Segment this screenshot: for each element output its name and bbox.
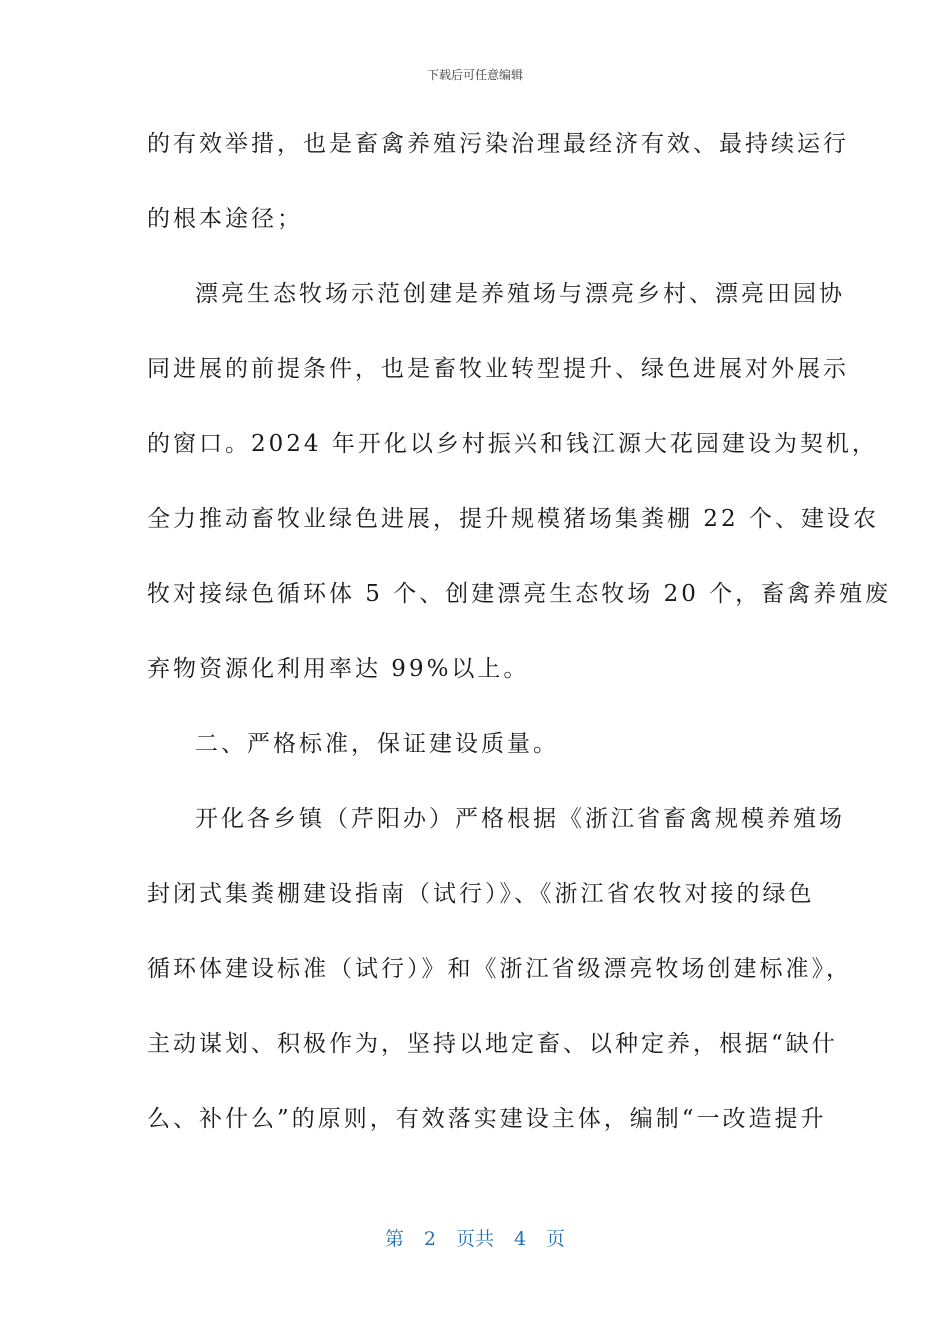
page-suffix: 页 (546, 1228, 566, 1250)
page-middle: 页共 (455, 1228, 494, 1250)
text-line: 全力推动畜牧业绿色进展，提升规模猪场集粪棚 22 个、建设农 (147, 506, 879, 532)
paragraph-start-line: 漂亮生态牧场示范创建是养殖场与漂亮乡村、漂亮田园协 (195, 281, 845, 307)
text-line: 的窗口。2024 年开化以乡村振兴和钱江源大花园建设为契机， (147, 431, 878, 457)
page-total: 4 (514, 1228, 527, 1250)
section-heading: 二、严格标准，保证建设质量。 (195, 731, 559, 757)
header-note: 下载后可任意编辑 (426, 68, 523, 82)
document-body (147, 122, 892, 1172)
text-line: 循环体建设标准（试行）》和《浙江省级漂亮牧场创建标准》， (147, 956, 852, 982)
page-prefix: 第 (384, 1228, 404, 1250)
text-line: 的根本途径； (147, 206, 303, 232)
text-line: 封闭式集粪棚建设指南（试行）》、《浙江省农牧对接的绿色 (147, 881, 815, 907)
text-line: 的有效举措，也是畜禽养殖污染治理最经济有效、最持续运行 (147, 131, 849, 157)
text-line: 牧对接绿色循环体 5 个、创建漂亮生态牧场 20 个，畜禽养殖废 (147, 581, 892, 607)
paragraph-start-line: 开化各乡镇（芹阳办）严格根据《浙江省畜禽规模养殖场 (195, 806, 845, 832)
page-number-footer (0, 1224, 950, 1251)
text-line: 同进展的前提条件，也是畜牧业转型提升、绿色进展对外展示 (147, 356, 849, 382)
text-line: 主动谋划、积极作为，坚持以地定畜、以种定养，根据“缺什 (147, 1031, 838, 1057)
text-line: 弃物资源化利用率达 99%以上。 (147, 656, 530, 682)
text-line: 么、补什么”的原则，有效落实建设主体，编制“一改造提升 (147, 1106, 827, 1132)
page-current: 2 (423, 1228, 436, 1250)
